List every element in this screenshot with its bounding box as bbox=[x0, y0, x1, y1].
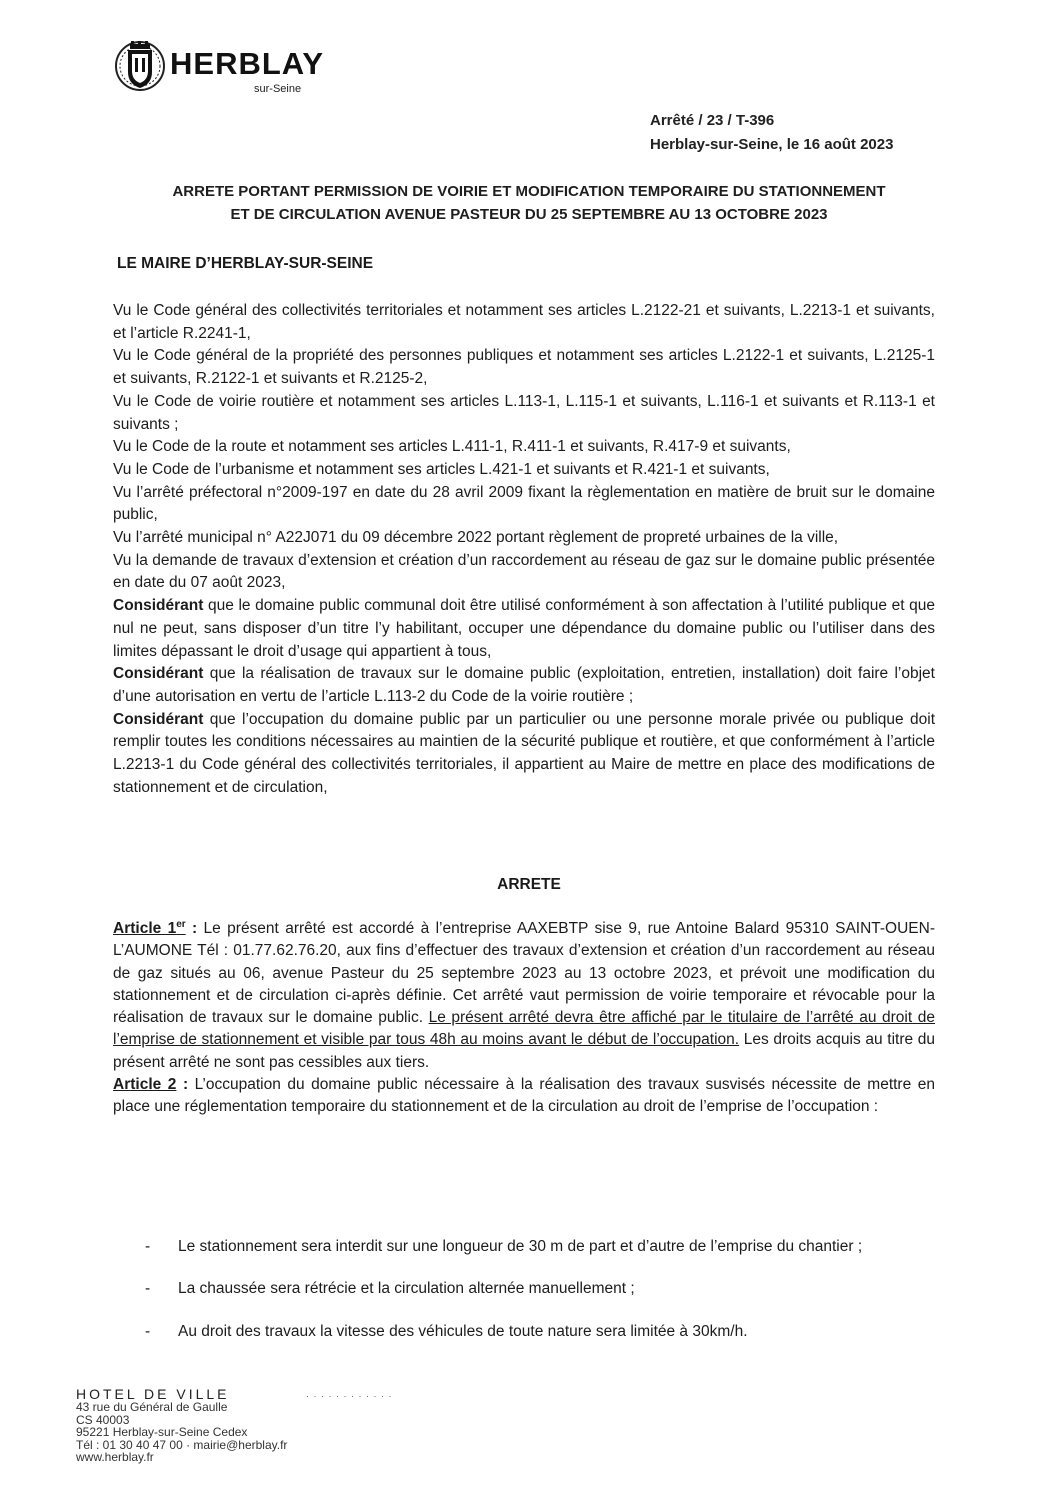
city-logo bbox=[108, 34, 328, 104]
article-1-posting-notice: Le présent arrêté devra être affiché par le titulaire de l’arrêté au droit de l’emprise de stationnement et visible par tous 48h au moins avant le début de l’occupation. bbox=[113, 1009, 935, 1049]
visa-item: Vu le Code général des collectivités territoriales et notamment ses articles L.2122-21 et suivants, L.2213-1 et suivants, et l’article R.2241-1, bbox=[113, 302, 935, 342]
article-1-label: Article 1er bbox=[113, 918, 186, 937]
considerant-item bbox=[113, 663, 935, 708]
logo-name: HERBLAY bbox=[170, 46, 324, 81]
footer-title: HOTEL DE VILLE bbox=[76, 1386, 230, 1402]
considerant-text: que la réalisation de travaux sur le domaine public (exploitation, entretien, installation) doit faire l’objet d’une autorisation en vertu de l’article L.113-2 du Code de la voirie routière ; bbox=[113, 665, 935, 705]
footer-dots: · · · · · · · · · · · · bbox=[306, 1391, 393, 1401]
article-1-text: Le présent arrêté est accordé à l’entreprise AAXEBTP sise 9, rue Antoine Balard 95310 SAINT-OUEN-L’AUMONE Tél : 01.77.62.76.20, aux fins d’effectuer des travaux d’extension et création d’un raccordement au réseau de gaz situés au 06, avenue Pasteur du 25 septembre 2023 au 13 octobre 2023, et prévoit une modification du stationnement et de circulation ci-après définie. Cet arrêté vaut permission de voirie temporaire et révocable pour la réalisation de travaux sur le domaine public. bbox=[113, 920, 935, 1027]
decree-reference bbox=[650, 109, 893, 157]
footer-line: Tél : 01 30 40 47 00 · mairie@herblay.fr bbox=[76, 1437, 288, 1452]
visa-item: Vu le Code général de la propriété des personnes publiques et notamment ses articles L.2122-1 et suivants, L.2125-1 et suivants, R.2122-1 et suivants et R.2125-2, bbox=[113, 347, 935, 388]
coat-of-arms-icon bbox=[114, 36, 166, 96]
decree-title bbox=[110, 180, 948, 226]
arrete-heading: ARRETE bbox=[497, 876, 561, 893]
decree-place-date: Herblay-sur-Seine, le 16 août 2023 bbox=[650, 136, 894, 153]
footer-line: CS 40003 bbox=[76, 1412, 130, 1427]
decree-number: Arrêté / 23 / T-396 bbox=[650, 112, 775, 129]
footer-website: www.herblay.fr bbox=[76, 1450, 154, 1464]
considerant-item bbox=[113, 595, 935, 663]
article-2-text: L’occupation du domaine public nécessaire à la réalisation des travaux susvisés nécessite de mettre en place une réglementation temporaire du stationnement et de la circulation au droit de l’emprise de l’occupation : bbox=[113, 1076, 935, 1116]
logo-subtitle: sur-Seine bbox=[254, 83, 302, 95]
considerant-lead: Considérant bbox=[113, 710, 204, 728]
considerant-lead: Considérant bbox=[113, 597, 204, 615]
article-1-text-end: Les droits acquis au titre du présent arrêté ne sont pas cessibles aux tiers. bbox=[113, 1031, 936, 1071]
list-item: - Au droit des travaux la vitesse des véhicules de toute nature sera limitée à 30km/h. bbox=[145, 1323, 748, 1340]
visa-item: Vu la demande de travaux d’extension et création d’un raccordement au réseau de gaz sur le domaine public présentée en date du 07 août 2023, bbox=[113, 551, 935, 592]
title-line-2: ET DE CIRCULATION AVENUE PASTEUR DU 25 SEPTEMBRE AU 13 OCTOBRE 2023 bbox=[230, 206, 828, 223]
considerant-text: que le domaine public communal doit être utilisé conformément à son affectation à l’utilité publique et que nul ne peut, sans disposer d’un titre l’y habilitant, occuper une dépendance du domaine public ou l’utiliser dans des limites dépassant le droit d’usage qui appartient à tous, bbox=[113, 597, 935, 660]
visa-item: Vu l’arrêté préfectoral n°2009-197 en date du 28 avril 2009 fixant la règlementation en matière de bruit sur le domaine public, bbox=[113, 483, 935, 524]
article-2-label: Article 2 bbox=[113, 1076, 177, 1094]
visa-item: Vu le Code de l’urbanisme et notamment ses articles L.421-1 et suivants et R.421-1 et suivants, bbox=[113, 460, 770, 478]
considerant-lead: Considérant bbox=[113, 665, 204, 683]
visa-item: Vu l’arrêté municipal n° A22J071 du 09 décembre 2022 portant règlement de propreté urbaines de la ville, bbox=[113, 529, 839, 547]
mayor-heading: LE MAIRE D’HERBLAY-SUR-SEINE bbox=[117, 255, 374, 272]
considerant-text: que l’occupation du domaine public par un particulier ou une personne morale privée ou publique doit remplir toutes les conditions nécessaires au maintien de la sécurité publique et routière, et que conformément à l’article L.2213-1 du Code général des collectivités territoriales, il appartient au Maire de mettre en place des modifications de stationnement et de circulation, bbox=[113, 710, 935, 796]
considerant-item bbox=[113, 709, 935, 800]
footer-line: 95221 Herblay-sur-Seine Cedex bbox=[76, 1425, 248, 1439]
preamble bbox=[113, 300, 935, 799]
measures-list bbox=[145, 1230, 937, 1343]
visa-item: Vu le Code de la route et notamment ses articles L.411-1, R.411-1 et suivants, R.417-9 et suivants, bbox=[113, 438, 791, 456]
title-line-1: ARRETE PORTANT PERMISSION DE VOIRIE ET MODIFICATION TEMPORAIRE DU STATIONNEMENT bbox=[172, 183, 886, 200]
footer-line: 43 rue du Général de Gaulle bbox=[76, 1400, 228, 1414]
list-item: - Le stationnement sera interdit sur une longueur de 30 m de part et d’autre de l’emprise du chantier ; bbox=[145, 1238, 863, 1255]
city-hall-footer bbox=[76, 1386, 393, 1464]
article-1: Article 1er : Le présent arrêté est accordé à l’entreprise AAXEBTP sise 9, rue Antoine Balard 95310 SAINT-OUEN-L’AUMONE Tél : 01.77.62.76.20, aux fins d’effectuer des travaux d’extension et création d’un raccordement au réseau de gaz situés au 06, avenue Pasteur du 25 septembre 2023 au 13 octobre 2023, et prévoit une modification du stationnement et de circulation ci-après définie. Cet arrêté vaut permission de voirie temporaire et révocable pour la réalisation de travaux sur le domaine public. Le présent arrêté devra être affiché par le titulaire de l’arrêté au droit de l’emprise de stationnement et visible par tous 48h au moins avant le début de l’occupation. Les droits acquis au titre du présent arrêté ne sont pas cessibles aux tiers. bbox=[113, 918, 936, 1071]
visa-item: Vu le Code de voirie routière et notamment ses articles L.113-1, L.115-1 et suivants, L.116-1 et suivants et R.113-1 et suivants ; bbox=[113, 392, 935, 433]
articles bbox=[113, 918, 935, 1119]
article-2: Article 2 : L’occupation du domaine public nécessaire à la réalisation des travaux susvisés nécessite de mettre en place une réglementation temporaire du stationnement et de la circulation au droit de l’emprise de l’occupation : bbox=[113, 1076, 935, 1116]
list-item: - La chaussée sera rétrécie et la circulation alternée manuellement ; bbox=[145, 1280, 635, 1297]
